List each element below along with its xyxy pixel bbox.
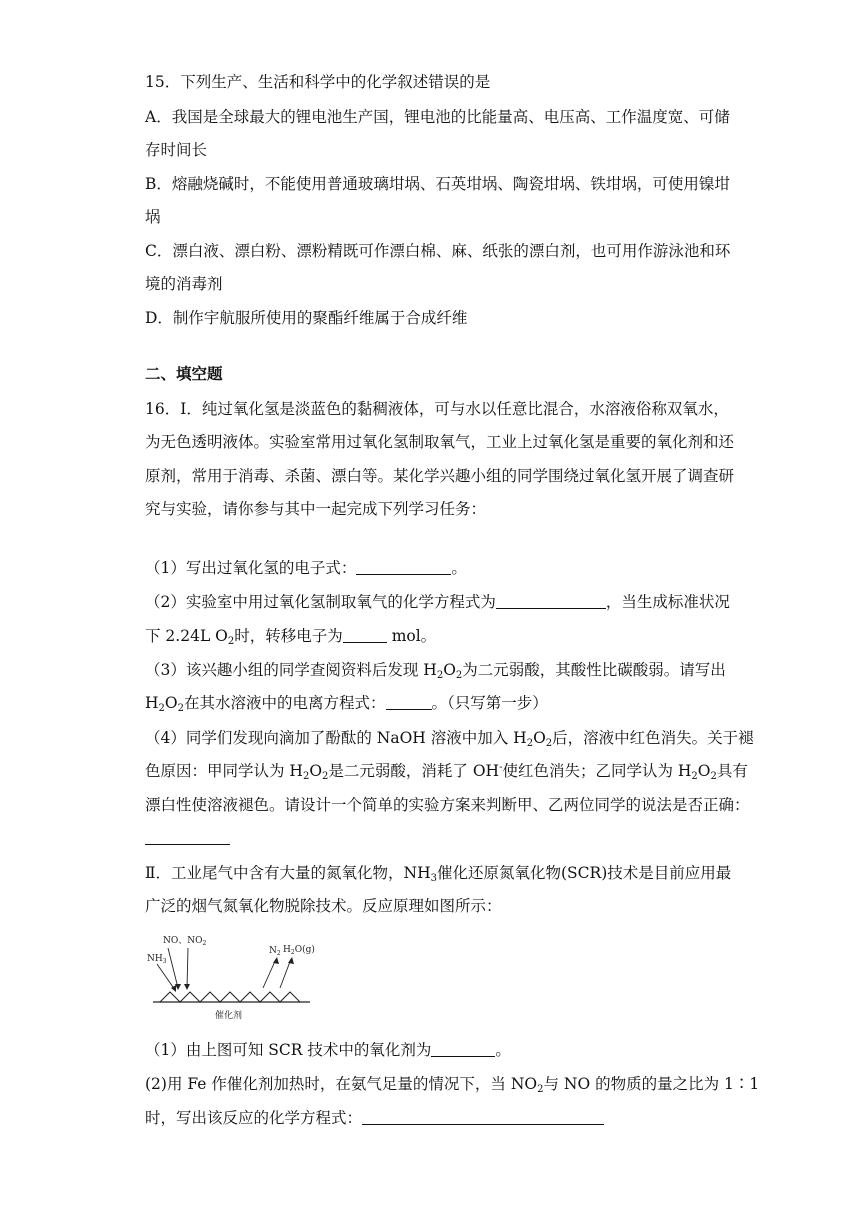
q16-intro-1: 16．Ⅰ．纯过氧化氢是淡蓝色的黏稠液体，可与水以任意比混合，水溶液俗称双氧水， xyxy=(145,400,729,418)
q15-option-d: D．制作宇航服所使用的聚酯纤维属于合成纤维 xyxy=(145,309,468,327)
q16-sub1: （1）写出过氧化氢的电子式： 。 xyxy=(145,559,467,577)
q16-sub3: （3）该兴趣小组的同学查阅资料后发现 $H_2O_2$为二元弱酸，其酸性比碳酸弱。请写出 xyxy=(145,661,726,681)
scr-reaction-diagram xyxy=(145,930,320,1025)
label-n2: $N_2$ xyxy=(269,946,281,957)
q16-sub2-cont: 下 2.24L $O_2$时，转移电子为 mol。 xyxy=(145,627,437,647)
label-catalyst: 催化剂 xyxy=(215,1011,243,1021)
q15-option-c-cont: 境的消毒剂 xyxy=(145,275,223,293)
q16-part2-sub1: （1）由上图可知 SCR 技术中的氧化剂为 。 xyxy=(145,1041,511,1059)
answer-blank[interactable] xyxy=(145,829,230,845)
section-title: 二、填空题 xyxy=(145,364,223,383)
answer-blank[interactable] xyxy=(431,1041,495,1057)
label-nh3: $NH_3$ xyxy=(147,954,167,965)
q16-sub2: （2）实验室中用过氧化氢制取氧气的化学方程式为 ，当生成标准状况 xyxy=(145,593,730,611)
q16-sub3-cont: $H_2O_2$在其水溶液中的电离方程式： 。（只写第一步） xyxy=(145,694,548,714)
answer-blank[interactable] xyxy=(343,627,387,643)
label-h2o: $H_2O(g)$ xyxy=(283,945,315,956)
answer-blank[interactable] xyxy=(386,694,432,710)
label-no-no2: NO、$NO_2$ xyxy=(163,936,207,947)
arrowheads xyxy=(171,957,294,992)
q16-sub4-cont: 色原因：甲同学认为 $H_2O_2$是二元弱酸，消耗了 OH-使红色消失；乙同学认为 $H_2O_2$具有 xyxy=(145,762,748,782)
q15-option-b-cont: 埚 xyxy=(145,208,161,226)
q16-intro-3: 原剂，常用于消毒、杀菌、漂白等。某化学兴趣小组的同学围绕过氧化氢开展了调查研 xyxy=(145,467,735,485)
q16-part2-sub2: (2)用 Fe 作催化剂加热时，在氨气足量的情况下，当 $NO_2$与 NO 的物质的量之比为 1∶1 xyxy=(145,1075,760,1095)
q16-part2-2: 广泛的烟气氮氧化物脱除技术。反应原理如图所示： xyxy=(145,897,502,915)
q16-sub4-blank-line xyxy=(145,828,230,848)
q16-intro-2: 为无色透明液体。实验室常用过氧化氢制取氧气，工业上过氧化氢是重要的氧化剂和还 xyxy=(145,433,735,451)
q15-option-b: B．熔融烧碱时，不能使用普通玻璃坩埚、石英坩埚、陶瓷坩埚、铁坩埚，可使用镍坩 xyxy=(145,175,730,193)
q15-option-c: C．漂白液、漂白粉、漂粉精既可作漂白棉、麻、纸张的漂白剂，也可用作游泳池和环 xyxy=(145,242,731,260)
q16-sub4: （4）同学们发现向滴加了酚酞的 NaOH 溶液中加入 $H_2O_2$后，溶液中红色消失。关于褪 xyxy=(145,729,754,749)
q16-sub4-cont2: 漂白性使溶液褪色。请设计一个简单的实验方案来判断甲、乙两位同学的说法是否正确： xyxy=(145,796,750,814)
answer-blank[interactable] xyxy=(496,593,606,609)
q15-option-a-cont: 存时间长 xyxy=(145,141,208,159)
answer-blank[interactable] xyxy=(362,1109,604,1125)
q16-intro-4: 究与实验，请你参与其中一起完成下列学习任务： xyxy=(145,500,487,518)
q16-part2-sub2-cont: 时，写出该反应的化学方程式： xyxy=(145,1108,604,1128)
q15-stem: 15．下列生产、生活和科学中的化学叙述错误的是 xyxy=(145,73,491,91)
catalyst-surface xyxy=(160,992,300,1002)
q16-part2-1: Ⅱ．工业尾气中含有大量的氮氧化物，$NH_3$催化还原氮氧化物(SCR)技术是目前应用最 xyxy=(145,864,732,884)
q15-option-a: A．我国是全球最大的锂电池生产国，锂电池的比能量高、电压高、工作温度宽、可储 xyxy=(145,108,730,126)
answer-blank[interactable] xyxy=(356,559,451,575)
